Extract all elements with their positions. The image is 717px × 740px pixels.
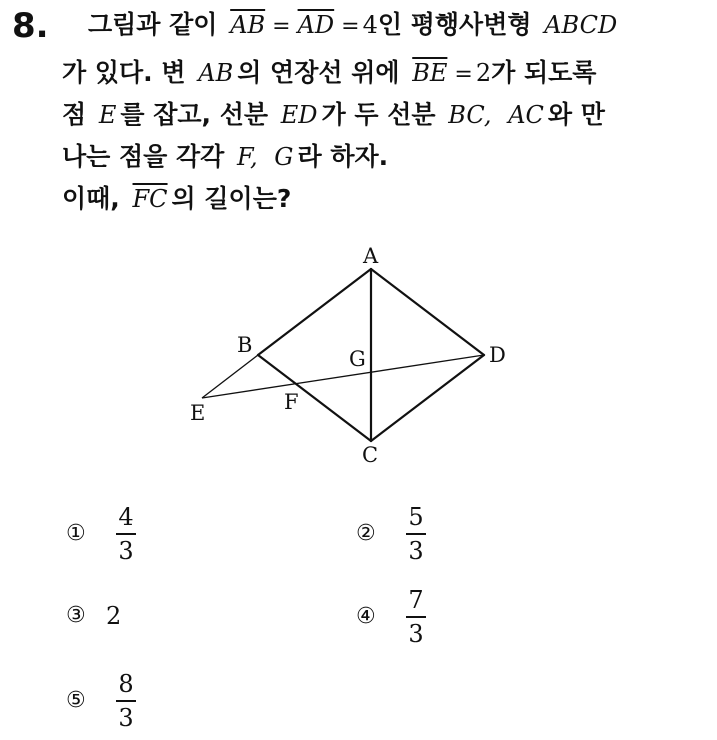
fraction — [406, 503, 426, 565]
choice-mark: ③ — [66, 603, 86, 628]
segment-ad: $\overline{AD}$ — [297, 11, 335, 39]
choice-mark: ⑤ — [66, 688, 86, 713]
text: 의 길이는? — [171, 184, 292, 213]
fraction-bar — [116, 533, 136, 535]
numerator: 8 — [118, 670, 134, 698]
side-dc — [371, 355, 484, 441]
choice-5[interactable] — [66, 670, 136, 732]
choice-3[interactable] — [66, 602, 121, 630]
denominator: 3 — [408, 537, 424, 565]
segment-be: $\overline{BE}$ — [412, 59, 448, 87]
segment-fc: $\overline{FC}$ — [132, 185, 168, 213]
text: 가 되도록 — [491, 58, 597, 87]
label-g: G — [349, 347, 366, 371]
denominator: 3 — [118, 704, 134, 732]
fraction-bar — [116, 700, 136, 702]
side-ba — [258, 269, 371, 355]
label-b: B — [237, 333, 253, 357]
text: 그림과 같이 — [88, 10, 218, 39]
fraction — [406, 586, 426, 648]
extension-be — [202, 355, 258, 398]
choice-mark: ④ — [356, 604, 376, 629]
text: 의 연장선 위에 — [237, 58, 400, 87]
text: 나는 점을 각각 — [62, 142, 225, 171]
text: 가 있다. 변 — [62, 58, 186, 87]
choice-1[interactable] — [66, 503, 136, 565]
label-a: A — [363, 244, 379, 268]
choice-4[interactable] — [356, 586, 426, 648]
numerator: 7 — [408, 586, 424, 614]
denominator: 3 — [118, 537, 134, 565]
text: 라 하자. — [297, 142, 389, 171]
segment-ab: AB — [198, 59, 234, 87]
text: 를 잡고, 선분 — [120, 100, 269, 129]
text: 이때, — [62, 184, 120, 213]
equals-sign: = — [272, 14, 291, 39]
label-e: E — [190, 401, 206, 425]
choice-2[interactable] — [356, 503, 426, 565]
text: 점 — [62, 100, 87, 129]
label-f: F — [284, 390, 299, 414]
segment-ac: AC — [508, 101, 544, 129]
segment-ab: $\overline{AB}$ — [230, 11, 266, 39]
side-ad — [371, 269, 484, 355]
label-d: D — [489, 343, 506, 367]
equals-sign: = — [454, 62, 473, 87]
choice-mark: ① — [66, 521, 86, 546]
length-value: 4 — [362, 11, 378, 39]
point-f: F, — [237, 143, 258, 171]
parallelogram-name: ABCD — [544, 11, 618, 39]
text: 와 만 — [547, 100, 605, 129]
numerator: 5 — [408, 503, 424, 531]
segment-ed-line — [202, 355, 484, 398]
segment-bc: BC, — [448, 101, 492, 129]
problem-number: 8. — [12, 6, 49, 46]
fraction-bar — [406, 616, 426, 618]
text: 인 평행사변형 — [377, 10, 532, 39]
fraction — [116, 503, 136, 565]
choice-mark: ② — [356, 521, 376, 546]
equals-sign: = — [341, 14, 360, 39]
numerator: 4 — [118, 503, 134, 531]
length-value: 2 — [475, 59, 492, 87]
fraction — [116, 670, 136, 732]
fraction-bar — [406, 533, 426, 535]
text: 가 두 선분 — [321, 100, 436, 129]
label-c: C — [362, 443, 379, 467]
choice-value: 2 — [106, 602, 122, 630]
point-g: G — [274, 143, 294, 171]
segment-ed: ED — [280, 101, 318, 129]
denominator: 3 — [408, 620, 424, 648]
point-e: E — [98, 101, 117, 129]
